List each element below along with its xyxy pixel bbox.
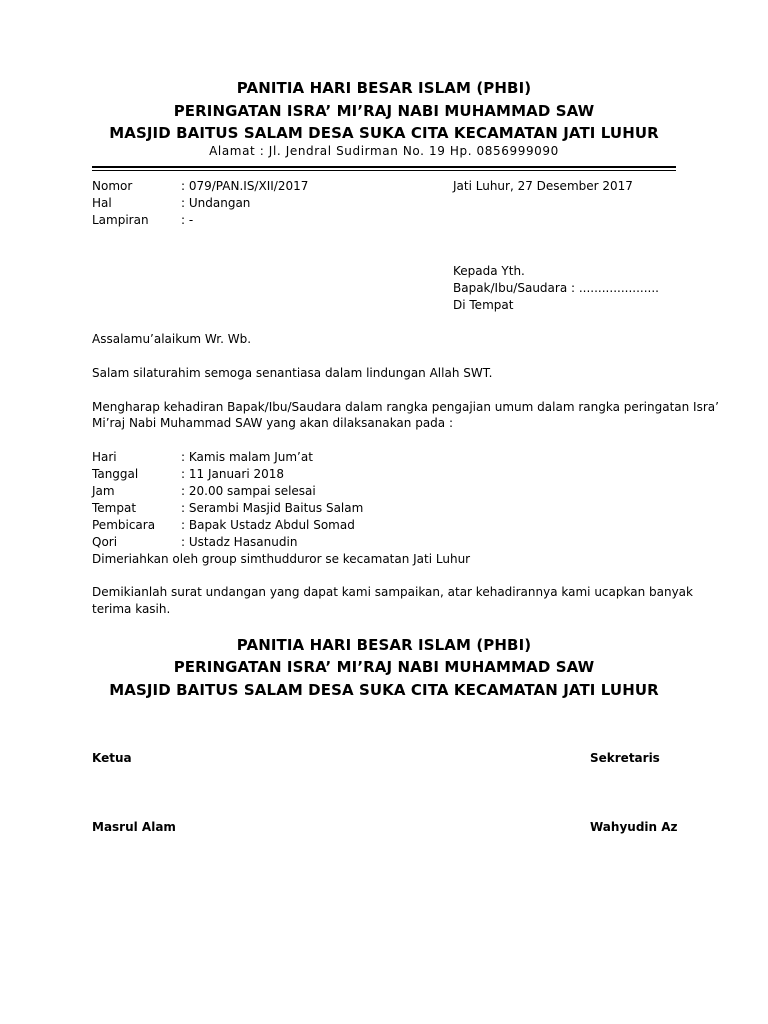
schedule-value: : 11 Januari 2018 — [181, 467, 285, 481]
nomor-value: : 079/PAN.IS/XII/2017 — [181, 179, 309, 193]
closing-paragraph-line-1: Demikianlah surat undangan yang dapat kami sampaikan, atar kehadirannya kami ucapkan banyak — [92, 585, 693, 599]
schedule-label: Qori — [92, 535, 118, 549]
signature-left-name: Masrul Alam — [92, 820, 176, 834]
footer-venue: MASJID BAITUS SALAM DESA SUKA CITA KECAMATAN JATI LUHUR — [109, 681, 659, 699]
signature-right-name: Wahyudin Az — [590, 820, 678, 834]
footer-organization: PANITIA HARI BESAR ISLAM (PHBI) — [236, 636, 532, 654]
letterhead-venue: MASJID BAITUS SALAM DESA SUKA CITA KECAMATAN JATI LUHUR — [109, 124, 659, 142]
letterhead-divider-thin — [92, 170, 676, 171]
schedule-value: : Serambi Masjid Baitus Salam — [181, 501, 364, 515]
lampiran-value: : - — [181, 213, 194, 227]
greeting: Assalamu’alaikum Wr. Wb. — [92, 332, 252, 346]
hal-label: Hal — [92, 196, 112, 210]
schedule-label: Tempat — [92, 501, 137, 515]
schedule-label: Tanggal — [92, 467, 139, 481]
letterhead-divider-thick — [92, 166, 676, 168]
opening-paragraph: Salam silaturahim semoga senantiasa dalam lindungan Allah SWT. — [92, 366, 493, 380]
schedule-value: : Kamis malam Jum’at — [181, 450, 313, 464]
letterhead-event: PERINGATAN ISRA’ MI’RAJ NABI MUHAMMAD SAW — [173, 102, 595, 120]
lampiran-label: Lampiran — [92, 213, 149, 227]
signature-left-role: Ketua — [92, 751, 132, 765]
entertainment-note: Dimeriahkan oleh group simthudduror se kecamatan Jati Luhur — [92, 552, 471, 566]
footer-event: PERINGATAN ISRA’ MI’RAJ NABI MUHAMMAD SAW — [173, 658, 595, 676]
schedule-label: Jam — [92, 484, 115, 498]
request-paragraph-line-1: Mengharap kehadiran Bapak/Ibu/Saudara dalam rangka pengajian umum dalam rangka peringatan Isra’ — [92, 400, 719, 414]
recipient-name-line: Bapak/Ibu/Saudara : ..................... — [453, 281, 659, 295]
schedule-value: : 20.00 sampai selesai — [181, 484, 316, 498]
schedule-label: Hari — [92, 450, 117, 464]
closing-paragraph-line-2: terima kasih. — [92, 602, 171, 616]
letterhead-organization: PANITIA HARI BESAR ISLAM (PHBI) — [236, 79, 532, 97]
request-paragraph-line-2: Mi’raj Nabi Muhammad SAW yang akan dilaksanakan pada : — [92, 416, 454, 430]
schedule-value: : Bapak Ustadz Abdul Somad — [181, 518, 355, 532]
schedule-label: Pembicara — [92, 518, 156, 532]
recipient-location: Di Tempat — [453, 298, 514, 312]
place-date: Jati Luhur, 27 Desember 2017 — [453, 179, 633, 193]
signature-right-role: Sekretaris — [590, 751, 660, 765]
nomor-label: Nomor — [92, 179, 133, 193]
recipient-salutation: Kepada Yth. — [453, 264, 525, 278]
schedule-value: : Ustadz Hasanudin — [181, 535, 298, 549]
letterhead-address: Alamat : Jl. Jendral Sudirman No. 19 Hp. 0856999090 — [209, 144, 559, 158]
hal-value: : Undangan — [181, 196, 251, 210]
